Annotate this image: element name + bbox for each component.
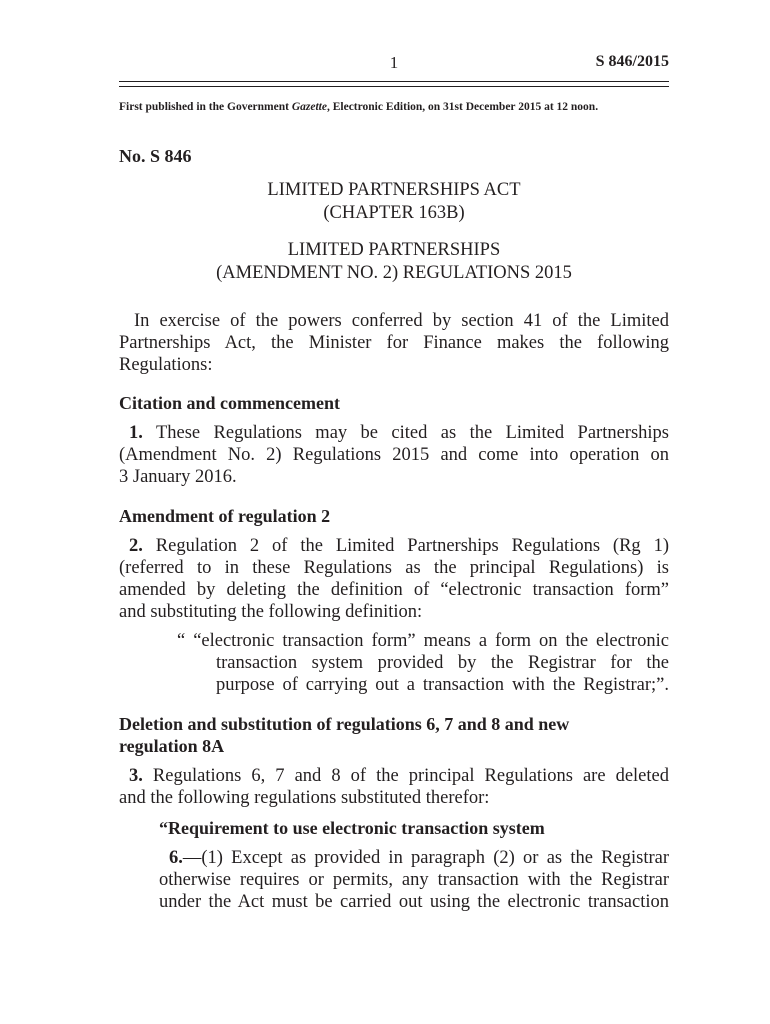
section-1-line: (Amendment No. 2) Regulations 2015 and come into operation on	[119, 445, 669, 465]
act-title-line1: LIMITED PARTNERSHIPS ACT	[267, 180, 521, 200]
section-3-number: 3.	[129, 766, 143, 786]
section-1-body	[119, 422, 669, 488]
definition-block	[177, 630, 669, 696]
section-2-line: amended by deleting the definition of “electronic transaction form”	[119, 580, 669, 600]
section-2-body	[119, 535, 669, 623]
section-2-heading: Amendment of regulation 2	[119, 506, 331, 526]
section-3-line: 3. Regulations 6, 7 and 8 of the principal Regulations are deleted	[129, 766, 669, 786]
inserted-regulation-line: under the Act must be carried out using the electronic transaction	[159, 892, 669, 912]
preamble-line: Regulations:	[119, 355, 213, 375]
section-3-body	[119, 765, 669, 809]
inserted-regulation-body	[159, 847, 669, 913]
section-1-number: 1.	[129, 423, 143, 443]
section-3-heading-line1: Deletion and substitution of regulations 6, 7 and 8 and new	[119, 714, 570, 734]
gazette-reference: S 846/2015	[595, 53, 669, 70]
regulations-title-line2: (AMENDMENT NO. 2) REGULATIONS 2015	[216, 263, 572, 283]
section-2-number: 2.	[129, 536, 143, 556]
definition-line: “ “electronic transaction form” means a form on the electronic	[177, 631, 669, 651]
act-title-line2: (CHAPTER 163B)	[323, 203, 465, 223]
section-2-line: 2. Regulation 2 of the Limited Partnerships Regulations (Rg 1)	[129, 536, 669, 556]
page-number: 1	[389, 53, 399, 72]
act-title	[119, 179, 669, 225]
preamble-line: Partnerships Act, the Minister for Finance makes the following	[119, 333, 669, 353]
definition-line: transaction system provided by the Registrar for the	[216, 653, 669, 673]
preamble	[119, 310, 669, 376]
header-rule-bottom	[119, 86, 669, 87]
section-1-line: 1. These Regulations may be cited as the Limited Partnerships	[129, 423, 669, 443]
section-3-heading-line2: regulation 8A	[119, 736, 225, 756]
regulations-title	[119, 239, 669, 285]
inserted-regulation-line: otherwise requires or permits, any transaction with the Registrar	[159, 870, 669, 890]
inserted-regulation-line: 6.—(1) Except as provided in paragraph (2) or as the Registrar	[169, 848, 669, 868]
inserted-regulation-heading: “Requirement to use electronic transaction system	[159, 818, 545, 838]
section-1-line: 3 January 2016.	[119, 467, 237, 487]
publication-note: First published in the Government Gazette, Electronic Edition, on 31st December 2015 at 12 noon.	[119, 101, 599, 113]
section-3-line: and the following regulations substituted therefor:	[119, 788, 490, 808]
section-1-heading: Citation and commencement	[119, 393, 340, 413]
preamble-line: In exercise of the powers conferred by section 41 of the Limited	[134, 311, 669, 331]
section-3-heading	[119, 713, 569, 757]
inserted-regulation-number: 6.	[169, 848, 183, 868]
definition-line: purpose of carrying out a transaction with the Registrar;”.	[216, 675, 669, 695]
section-2-line: (referred to in these Regulations as the principal Regulations) is	[119, 558, 669, 578]
regulations-title-line1: LIMITED PARTNERSHIPS	[287, 240, 501, 260]
header-rule-top	[119, 81, 669, 82]
notice-number: No. S 846	[119, 146, 192, 166]
section-2-line: and substituting the following definition:	[119, 602, 423, 622]
